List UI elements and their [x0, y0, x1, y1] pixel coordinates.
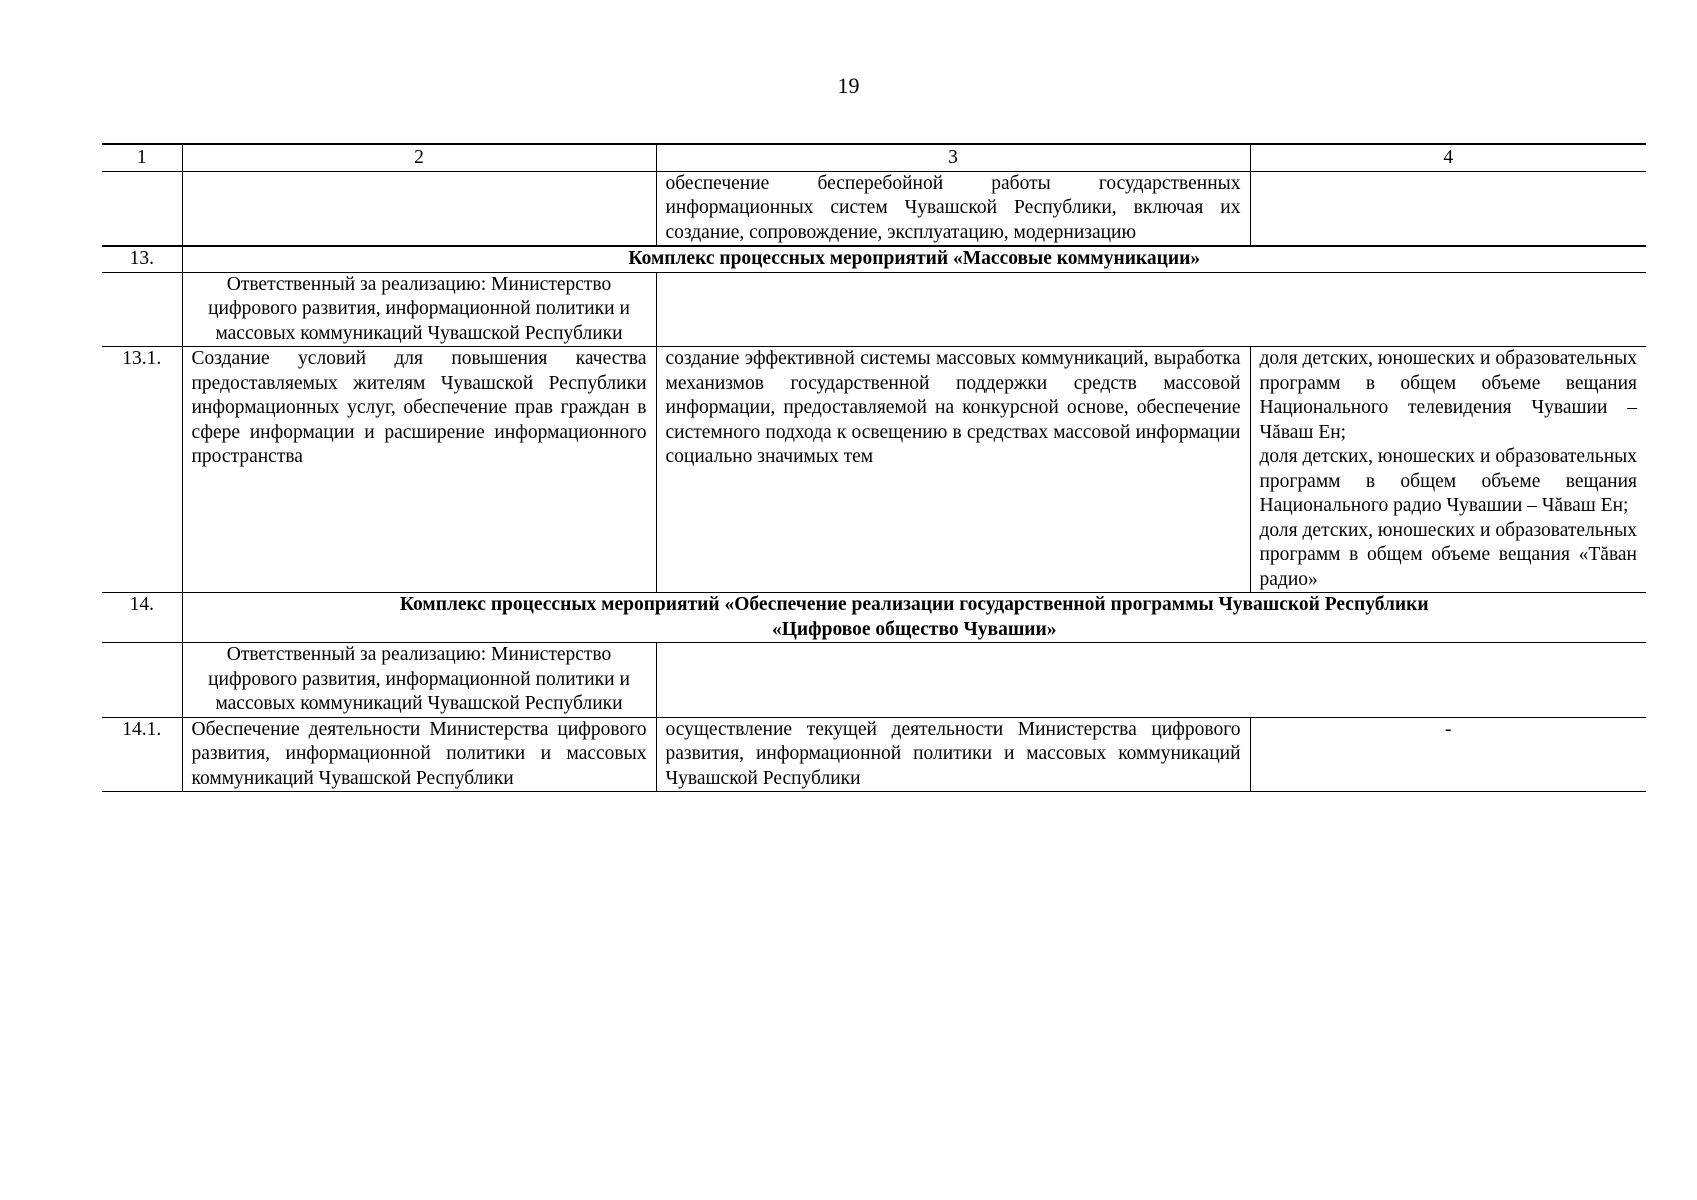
section-14-responsible: Ответственный за реализацию: Министерство цифрового развития, информационной политики и массовых коммуникаций Чувашской Республики	[182, 643, 656, 718]
section-13-responsible-row	[102, 272, 1646, 347]
row-14-1-task: Обеспечение деятельности Министерства цифрового развития, информационной политики и массовых коммуникаций Чувашской Республики	[182, 717, 656, 792]
table-header-row	[102, 144, 1646, 171]
section-14-title-line-2: «Цифровое общество Чувашии»	[771, 618, 1057, 640]
header-col-2: 2	[182, 144, 656, 171]
row-13-1-task: Создание условий для повышения качества предоставляемых жителям Чувашской Республики информационных услуг, обеспечение прав граждан в сфере информации и расширение информационного пространства	[182, 347, 656, 593]
header-col-4: 4	[1250, 144, 1646, 171]
section-13-title-row	[102, 246, 1646, 272]
header-col-1: 1	[102, 144, 182, 171]
row-13-1-indicator-radio: доля детских, юношеских и образовательных программ в общем объеме вещания Национального радио Чувашии – Чăваш Ен;	[1259, 446, 1637, 516]
section-13-responsible-num-cell	[102, 272, 182, 347]
program-table	[102, 143, 1646, 792]
row-13-1-indicators	[1250, 347, 1646, 593]
section-13-title: Комплекс процессных мероприятий «Массовые коммуникации»	[182, 246, 1646, 272]
page-number: 19	[837, 73, 860, 98]
cont-task-cell	[182, 171, 656, 246]
row-13-1-number: 13.1.	[102, 347, 182, 593]
row-13-1-description: создание эффективной системы массовых коммуникаций, выработка механизмов государственной поддержки средств массовой информации, предоставляемой на конкурсной основе, обеспечение системного подхода к освещению в средствах массовой информации социально значимых тем	[656, 347, 1250, 593]
section-13-responsible-empty	[656, 272, 1646, 347]
row-14-1-description: осуществление текущей деятельности Министерства цифрового развития, информационной политики и массовых коммуникаций Чувашской Республики	[656, 717, 1250, 792]
cont-description-cell: обеспечение бесперебойной работы государственных информационных систем Чувашской Республики, включая их создание, сопровождение, эксплуатацию, модернизацию	[656, 171, 1250, 246]
row-13-1	[102, 347, 1646, 593]
row-13-1-indicator-tv: доля детских, юношеских и образовательных программ в общем объеме вещания Национального телевидения Чувашии – Чăваш Ен;	[1259, 348, 1637, 443]
section-14-responsible-num-cell	[102, 643, 182, 718]
cont-indicator-cell	[1250, 171, 1646, 246]
row-14-1-indicator: -	[1250, 717, 1646, 792]
row-14-1	[102, 717, 1646, 792]
cont-num-cell	[102, 171, 182, 246]
section-14-title	[182, 593, 1646, 643]
section-14-title-line-1: Комплекс процессных мероприятий «Обеспечение реализации государственной программы Чувашской Республики	[399, 594, 1429, 615]
section-14-title-row	[102, 593, 1646, 643]
row-13-1-indicator-tavan-radio: доля детских, юношеских и образовательных программ в общем объеме вещания «Тăван радио»	[1259, 519, 1637, 590]
section-14-number: 14.	[102, 593, 182, 643]
section-14-responsible-row	[102, 643, 1646, 718]
continuation-row	[102, 171, 1646, 246]
header-col-3: 3	[656, 144, 1250, 171]
section-13-number: 13.	[102, 246, 182, 272]
section-13-responsible: Ответственный за реализацию: Министерство цифрового развития, информационной политики и массовых коммуникаций Чувашской Республики	[182, 272, 656, 347]
row-14-1-number: 14.1.	[102, 717, 182, 792]
section-14-responsible-empty	[656, 643, 1646, 718]
